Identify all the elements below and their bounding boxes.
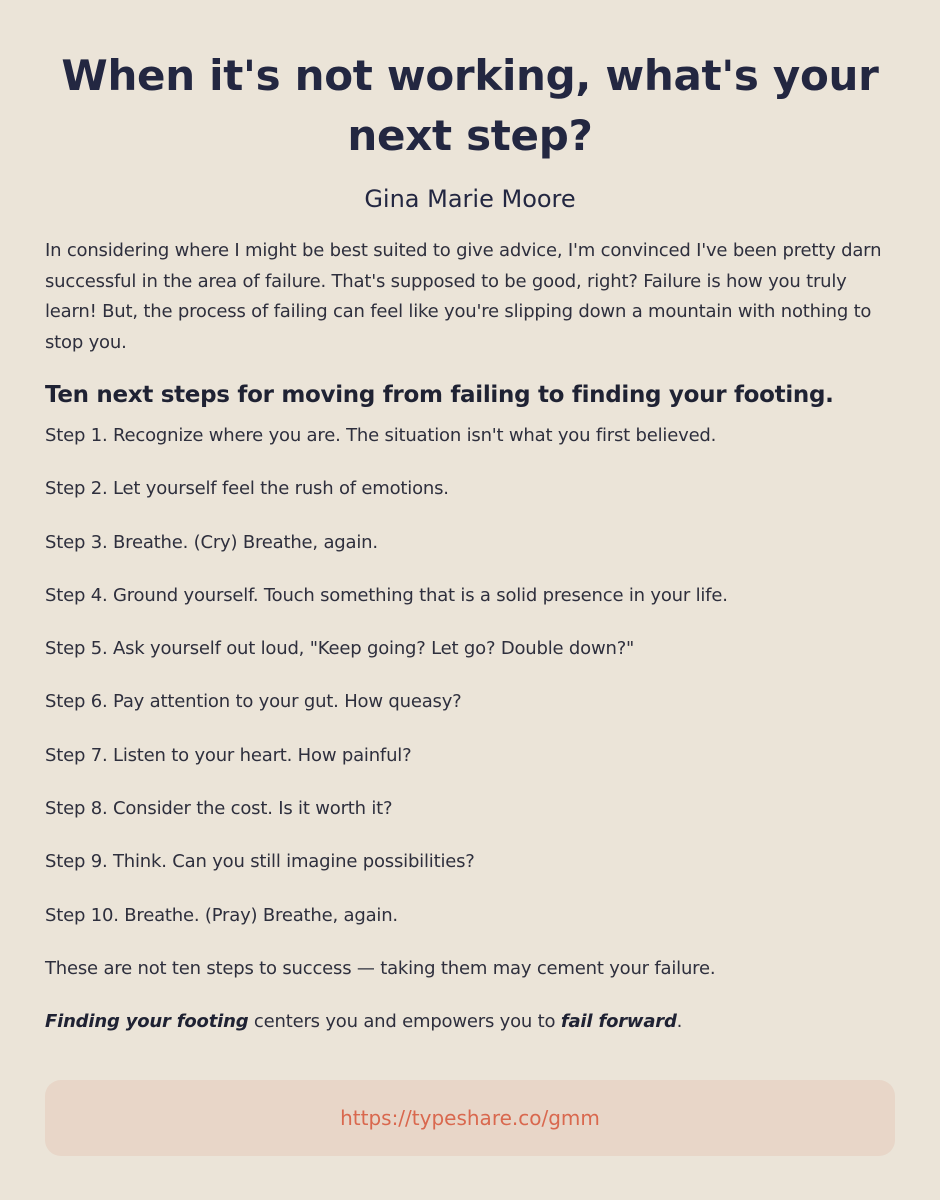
step-7: Step 7. Listen to your heart. How painful?	[45, 744, 412, 766]
page-title: When it's not working, what's your next step?	[61, 51, 879, 160]
step-4: Step 4. Ground yourself. Touch something that is a solid presence in your life.	[45, 584, 728, 606]
closing-end-text: .	[676, 1011, 683, 1033]
link-banner	[45, 1080, 895, 1156]
closing-emphasis-fail-forward: fail forward	[560, 1011, 677, 1033]
steps-list	[45, 422, 895, 930]
closing-statement	[45, 1008, 895, 1036]
step-5: Step 5. Ask yourself out loud, "Keep going? Let go? Double down?"	[45, 638, 635, 660]
author-name: Gina Marie Moore	[364, 185, 576, 213]
typeshare-link[interactable]: https://typeshare.co/gmm	[340, 1106, 600, 1130]
steps-heading: Ten next steps for moving from failing to finding your footing.	[45, 382, 834, 408]
step-8: Step 8. Consider the cost. Is it worth it?	[45, 798, 393, 820]
closing-middle-text: centers you and empowers you to	[248, 1011, 561, 1033]
step-2: Step 2. Let yourself feel the rush of emotions.	[45, 478, 449, 500]
disclaimer-note: These are not ten steps to success — taking them may cement your failure.	[45, 957, 716, 979]
intro-paragraph: In considering where I might be best suited to give advice, I'm convinced I've been pretty darn successful in the area of failure. That's supposed to be good, right? Failure is how you truly learn! But, the process of failing can feel like you're slipping down a mountain with nothing to stop you.	[45, 240, 882, 353]
step-6: Step 6. Pay attention to your gut. How queasy?	[45, 691, 462, 713]
step-9: Step 9. Think. Can you still imagine possibilities?	[45, 851, 475, 873]
step-10: Step 10. Breathe. (Pray) Breathe, again.	[45, 904, 398, 926]
article	[45, 0, 895, 1200]
step-3: Step 3. Breathe. (Cry) Breathe, again.	[45, 531, 378, 553]
closing-emphasis-footing: Finding your footing	[45, 1011, 249, 1033]
step-1: Step 1. Recognize where you are. The situation isn't what you first believed.	[45, 425, 717, 446]
